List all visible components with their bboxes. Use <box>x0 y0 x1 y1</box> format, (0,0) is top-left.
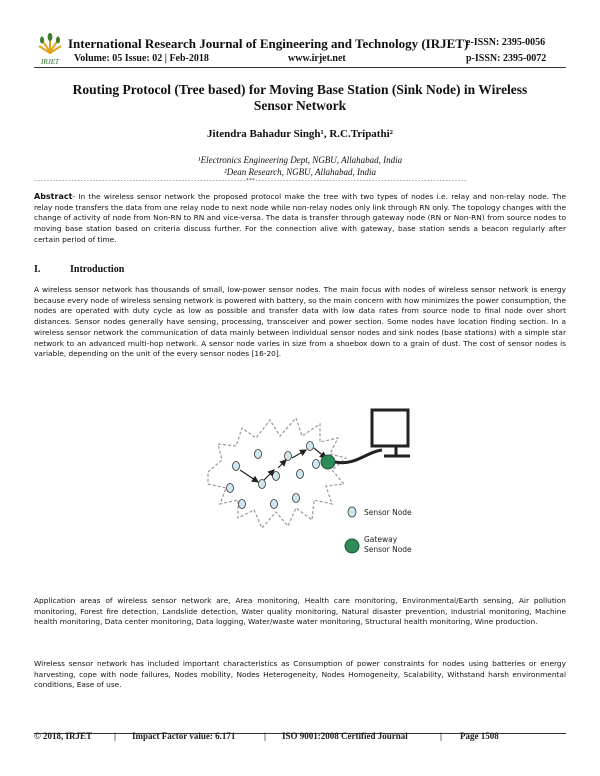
intro-paragraph: A wireless sensor network has thousands of small, low-power sensor nodes. The main focus with nodes of wireless sensor network is energy because every node of wireless sensing network is powered with battery, so the main concern with how minimizes the power consumption, the nodes are operated with duty cycle as low as possible and transfer data with low data rates from source node to final node over short distances. Sensor nodes generally have sensing, processing, transceiver and power section. Some nodes have location finding section. In a wireless sensor network the communication of data mainly between individual sensor nodes and sink nodes (base stations) with a simple star network to an advanced multi-hop network. A sensor node varies in size from a shoebox down to a grain of dust. The cost of sensor nodes is variable, depending on the unit of the every sensor nodes [16-20]. <box>34 285 566 359</box>
footer-sep: | <box>264 731 266 741</box>
section-number: I. <box>34 264 41 275</box>
route-arrow <box>278 460 286 468</box>
sensor-node <box>227 484 234 493</box>
applications-paragraph: Application areas of wireless sensor network are, Area monitoring, Health care monitoring, Environmental/Earth sensing, Air pollution monitoring, Forest fire detection, Landslide detection, Water quality monitoring, Natural disaster prevention, Industrial monitoring, Machine health monitoring, Data center monitoring, Data logging, Water/waste water monitoring, Structural health monitoring, Wine production. <box>34 596 566 627</box>
affiliation-1: ¹Electronics Engineering Dept, NGBU, Allahabad, India <box>197 155 403 165</box>
paper-title <box>40 82 560 114</box>
sensor-node <box>313 460 320 469</box>
footer-sep: | <box>440 731 442 741</box>
affiliation-2: ²Dean Research, NGBU, Allahabad, India <box>224 167 376 177</box>
legend-sensor-icon <box>348 507 356 517</box>
footer-iso: ISO 9001:2008 Certified Journal <box>282 731 408 741</box>
website[interactable]: www.irjet.net <box>288 53 346 64</box>
header-divider <box>34 67 566 68</box>
legend-gateway-label-2: Sensor Node <box>364 545 412 554</box>
sensor-node <box>285 452 292 461</box>
legend-sensor-label: Sensor Node <box>364 508 412 517</box>
footer-page: Page 1508 <box>460 731 499 741</box>
eissn: e-ISSN: 2395-0056 <box>466 37 546 48</box>
legend-gateway-icon <box>345 539 359 553</box>
journal-name: International Research Journal of Engineering and Technology (IRJET) <box>68 36 469 51</box>
sensor-node <box>297 470 304 479</box>
base-station-monitor <box>372 410 408 446</box>
route-arrow <box>292 450 306 458</box>
sensor-node <box>233 462 240 471</box>
wsn-figure <box>196 400 426 580</box>
footer-sep: | <box>114 731 116 741</box>
volume-issue: Volume: 05 Issue: 02 | Feb-2018 <box>74 53 209 64</box>
gateway-node <box>321 455 335 469</box>
footer-impact: Impact Factor value: 6.171 <box>132 731 236 741</box>
route-arrow <box>240 470 258 482</box>
title-line-2: Sensor Network <box>253 98 347 113</box>
footer-copyright: © 2018, IRJET <box>34 731 92 741</box>
title-line-1: Routing Protocol (Tree based) for Moving Base Station (Sink Node) in Wireless <box>72 82 528 97</box>
irjet-logo <box>34 30 66 66</box>
sensor-node <box>259 480 266 489</box>
sensor-node <box>273 472 280 481</box>
separator: ---------------------------------------------------------------------***--------------------------------------------------------------------- <box>34 178 467 184</box>
sensor-node <box>307 442 314 451</box>
sensor-node <box>271 500 278 509</box>
logo-text: IRJET <box>41 58 59 66</box>
sensor-node <box>293 494 300 503</box>
sensor-node <box>239 500 246 509</box>
legend-gateway-label-1: Gateway <box>364 535 398 544</box>
pissn: p-ISSN: 2395-0072 <box>466 53 547 64</box>
abstract-label: Abstract <box>34 192 73 201</box>
sensor-node <box>255 450 262 459</box>
authors: Jitendra Bahadur Singh¹, R.C.Tripathi² <box>207 128 393 140</box>
section-title: Introduction <box>70 264 125 275</box>
abstract <box>34 192 566 246</box>
characteristics-paragraph: Wireless sensor network has included important characteristics as Consumption of power constraints for nodes using batteries or energy harvesting, cope with node failures, Nodes mobility, Nodes Heterogeneity, Nodes Homogeneity, Scalability, Withstand harsh environmental conditions, Ease of use. <box>34 659 566 690</box>
abstract-text: - In the wireless sensor network the proposed protocol make the tree with two types of nodes i.e. relay and non-relay node. The relay node transfers the data from one relay node to next node while non-relay nodes only link through RN only. The topology changes with the change of activity of node from Non-RN to RN and vice-versa. The data is transfer through gateway node (RN or Non-RN) from source nodes to moving base station based on criteria discuss further. For the connection alive with gateway, base station sends a beacon regularly after certain period of time. <box>34 192 566 244</box>
